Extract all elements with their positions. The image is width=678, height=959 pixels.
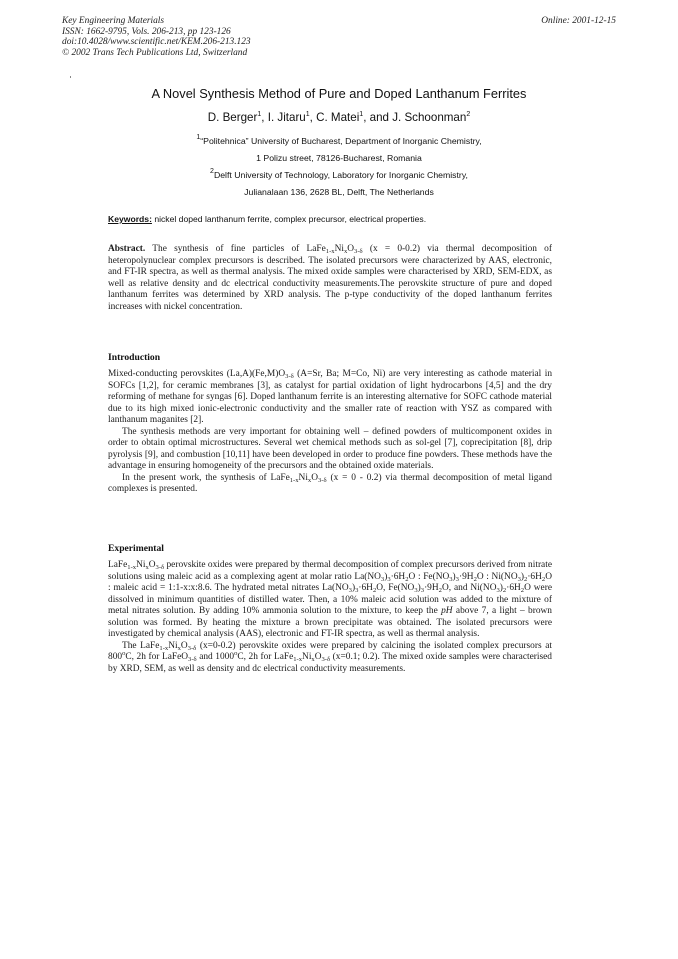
text-run: ·9H bbox=[424, 583, 439, 593]
text-run: above 7, a light – brown solution was formed. By heating the mixture a brown precipitate was obtained. The isolated precursors were investigated by chemical analysis (AAS), electronic and FT-IR spectra, as well as thermal analysis. bbox=[108, 606, 552, 639]
text-run: C, 2h for LaFeO bbox=[125, 652, 189, 662]
author-affiliation-mark: 2 bbox=[466, 111, 471, 118]
experimental-body bbox=[108, 560, 552, 675]
superscript: o bbox=[122, 650, 126, 657]
affiliation-mark: 1 bbox=[196, 134, 201, 141]
text-run: Mixed-conducting perovskites (La,A)(Fe,M)O bbox=[108, 369, 286, 379]
text-run: and 1000 bbox=[196, 652, 235, 662]
text-run: Ni bbox=[168, 640, 178, 651]
text-run: LaFe bbox=[108, 560, 128, 570]
author-name: I. Jitaru bbox=[267, 111, 306, 124]
subscript: 3 bbox=[387, 575, 391, 583]
text-run: Ni bbox=[136, 560, 146, 570]
online-date: Online: 2001-12-15 bbox=[541, 16, 616, 26]
experimental-heading: Experimental bbox=[108, 543, 164, 554]
author-separator: , and bbox=[363, 111, 393, 124]
doi-line: doi:10.4028/www.scientific.net/KEM.206-213.123 bbox=[62, 37, 251, 48]
author-affiliation-mark: 1 bbox=[257, 111, 262, 118]
affiliation-2-line-2: Julianalaan 136, 2628 BL, Delft, The Netherlands bbox=[244, 187, 434, 197]
text-run: In the present work, the synthesis of LaFe bbox=[122, 472, 290, 483]
introduction-body bbox=[108, 369, 552, 496]
subscript: 3-δ bbox=[354, 248, 363, 255]
scan-artifact bbox=[70, 76, 71, 78]
subscript: 3 bbox=[348, 587, 352, 594]
journal-name: Key Engineering Materials bbox=[62, 16, 165, 26]
text-run: O bbox=[347, 244, 355, 254]
subscript: 1-x bbox=[289, 476, 299, 484]
author-name: C. Matei bbox=[316, 111, 360, 124]
author-list bbox=[0, 111, 678, 124]
introduction-heading: Introduction bbox=[108, 352, 161, 363]
subscript: 2 bbox=[520, 587, 525, 594]
subscript: 1-x bbox=[293, 656, 303, 663]
text-run: ) bbox=[417, 583, 421, 593]
subscript: 1-x bbox=[159, 644, 169, 652]
subscript: 2 bbox=[372, 587, 377, 594]
subscript: 3-δ bbox=[187, 644, 197, 652]
subscript: 3-δ bbox=[155, 564, 165, 571]
experimental-paragraph-1 bbox=[108, 560, 552, 641]
text-run: ) bbox=[452, 571, 456, 582]
text-run: O bbox=[148, 560, 156, 570]
abstract-paragraph bbox=[108, 244, 552, 313]
superscript: o bbox=[234, 650, 238, 657]
subscript: 3 bbox=[355, 587, 359, 594]
affiliation-1-line-1 bbox=[0, 136, 678, 146]
affiliation-1-line-2: 1 Polizu street, 78126-Bucharest, Romania bbox=[256, 153, 422, 163]
subscript: x bbox=[311, 656, 315, 663]
text-run: ) bbox=[384, 571, 388, 582]
subscript: 3 bbox=[517, 575, 521, 583]
author-separator: , bbox=[309, 111, 317, 124]
text-run: O bbox=[180, 640, 188, 651]
subscript: 2 bbox=[473, 575, 477, 583]
subscript: 3 bbox=[414, 587, 418, 594]
affiliation-text: Delft University of Technology, Laboratory for Inorganic Chemistry, bbox=[213, 170, 468, 180]
copyright-line: © 2002 Trans Tech Publications Ltd, Switzerland bbox=[62, 47, 248, 58]
text-run: Ni bbox=[298, 472, 308, 483]
subscript: x bbox=[307, 476, 312, 484]
text-run: ·9H bbox=[458, 571, 474, 582]
author-separator: , bbox=[261, 111, 268, 124]
text-run: (x=0.1; 0.2). The mixed oxide samples were characterised by XRD, SEM, as well as density and dc electrical conductivity measurements. bbox=[108, 652, 552, 674]
text-run: ·6H bbox=[506, 583, 521, 593]
abstract-label: Abstract. bbox=[108, 244, 146, 254]
text-run: The synthesis of fine particles of LaFe bbox=[145, 244, 326, 254]
text-run: O were dissolved in minimum quantities of distilled water. Then, a 10% maleic acid solution was added to the mixture of metal nitrates solution. By adding 10% ammonia solution to the mixture, to keep the bbox=[108, 583, 552, 616]
text-run: ·6H bbox=[358, 583, 373, 593]
text-run: perovskite oxides were prepared by thermal decomposition of complex precursors derived from nitrate solutions using maleic acid as a complexing agent at molar ratio La(NO bbox=[108, 560, 552, 582]
text-run: The LaFe bbox=[122, 640, 160, 651]
subscript: 3 bbox=[380, 575, 385, 583]
subscript: 2 bbox=[524, 575, 528, 583]
text-run: C, 2h for LaFe bbox=[237, 652, 294, 662]
subscript: 3-δ bbox=[285, 373, 294, 380]
author-affiliation-mark: 1 bbox=[359, 111, 364, 118]
subscript: 3-δ bbox=[321, 656, 331, 663]
text-run: O, Fe(NO bbox=[376, 583, 415, 593]
issn-line: ISSN: 1662-9795, Vols. 206-213, pp 123-126 bbox=[62, 26, 231, 37]
text-run: (x = 0 - 0.2) via thermal decomposition of metal ligand complexes is presented. bbox=[108, 472, 552, 494]
subscript: 3-δ bbox=[188, 656, 197, 663]
subscript: 2 bbox=[405, 575, 409, 583]
subscript: 3-δ bbox=[318, 476, 327, 484]
paper-title: A Novel Synthesis Method of Pure and Doped Lanthanum Ferrites bbox=[151, 86, 527, 101]
subscript: 2 bbox=[502, 587, 507, 594]
keywords-text: nickel doped lanthanum ferrite, complex precursor, electrical properties. bbox=[151, 214, 427, 224]
subscript: x bbox=[177, 644, 181, 652]
text-run: O : Ni(NO bbox=[476, 571, 518, 582]
introduction-paragraph-3 bbox=[108, 473, 552, 496]
text-run: ·6H bbox=[390, 571, 406, 582]
journal-header bbox=[62, 16, 251, 58]
experimental-paragraph-2 bbox=[108, 641, 552, 676]
text-run: (x = 0-0.2) via thermal decomposition of heteropolynuclear complex precursors is described. The isolated precursors were characterized by AAS, electronic, and FT-IR spectra, as well as thermal analysis. The mixed oxide samples were characterised by XRD, SEM-EDX, as well as relative density and dc electrical conductivity measurements.The perovskite structure of pure and doped lanthanum ferrites was determined by XRD analysis. The p-type conductivity of the doped lanthanum ferrites increases with nickel concentration. bbox=[108, 244, 552, 312]
abstract bbox=[108, 244, 552, 313]
text-run: ) bbox=[520, 571, 525, 582]
text-run: O : maleic acid = 1:1-x:x:8.6. The hydrated metal nitrates La(NO bbox=[108, 571, 552, 593]
keywords-label: Keywords: bbox=[108, 214, 152, 224]
keywords bbox=[108, 214, 426, 224]
text-run: (A=Sr, Ba; M=Co, Ni) are very interesting as cathode material in SOFCs [1,2], for ceramic membranes [3], as catalyst for partial oxidation of light hydrocarbons [4,5] and the dry reforming of methane for syngas [6]. Doped lanthanum ferrite is an interesting alternative for SOFC cathode material due to its high mixed ionic-electronic conductivity and the smaller rate of reaction with YSZ as compared with lanthanum maganites [2]. bbox=[108, 369, 553, 425]
subscript: x bbox=[343, 248, 348, 255]
subscript: 2 bbox=[541, 575, 546, 583]
subscript: 3 bbox=[449, 575, 453, 583]
affiliation-2-line-1 bbox=[0, 170, 678, 180]
text-run: O bbox=[311, 472, 318, 483]
affiliation-text: “Politehnica” University of Bucharest, Department of Inorganic Chemistry, bbox=[200, 136, 482, 146]
subscript: 3 bbox=[455, 575, 459, 583]
author-affiliation-mark: 1 bbox=[305, 111, 310, 118]
text-run: ) bbox=[499, 583, 503, 593]
text-run: O bbox=[314, 652, 322, 662]
subscript: 2 bbox=[438, 587, 442, 594]
subscript: x bbox=[145, 564, 149, 571]
author-name: J. Schoonman bbox=[392, 111, 467, 124]
subscript: 1-x bbox=[325, 248, 335, 255]
text-run: Ni bbox=[302, 652, 312, 662]
italic-run: pH bbox=[441, 606, 453, 616]
author-name: D. Berger bbox=[207, 111, 258, 124]
subscript: 3 bbox=[496, 587, 500, 594]
text-run: ) bbox=[351, 583, 356, 593]
introduction-paragraph-1 bbox=[108, 369, 552, 427]
text-run: O : Fe(NO bbox=[408, 571, 450, 582]
affiliation-mark: 2 bbox=[210, 168, 214, 175]
introduction-paragraph-2: The synthesis methods are very important for obtaining well – defined powders of multicomponent oxides in order to obtain optimal microstructures. Several wet chemical methods such as sol-gel [7], coprecipitation [8], drip pyrolysis [9], and combustion [10,11] have been developed in order to produce fine powders. These methods have the advantage in ensuring homogeneity of the precursors and the obtained oxide materials. bbox=[108, 426, 552, 471]
text-run: O, and Ni(NO bbox=[441, 583, 497, 593]
text-run: ·6H bbox=[527, 571, 542, 582]
text-run: Ni bbox=[334, 244, 344, 254]
subscript: 3 bbox=[420, 587, 425, 594]
subscript: 1-x bbox=[127, 564, 137, 571]
text-run: (x=0-0.2) perovskite oxides were prepared by calcining the isolated complex precursors at 800 bbox=[108, 640, 552, 662]
